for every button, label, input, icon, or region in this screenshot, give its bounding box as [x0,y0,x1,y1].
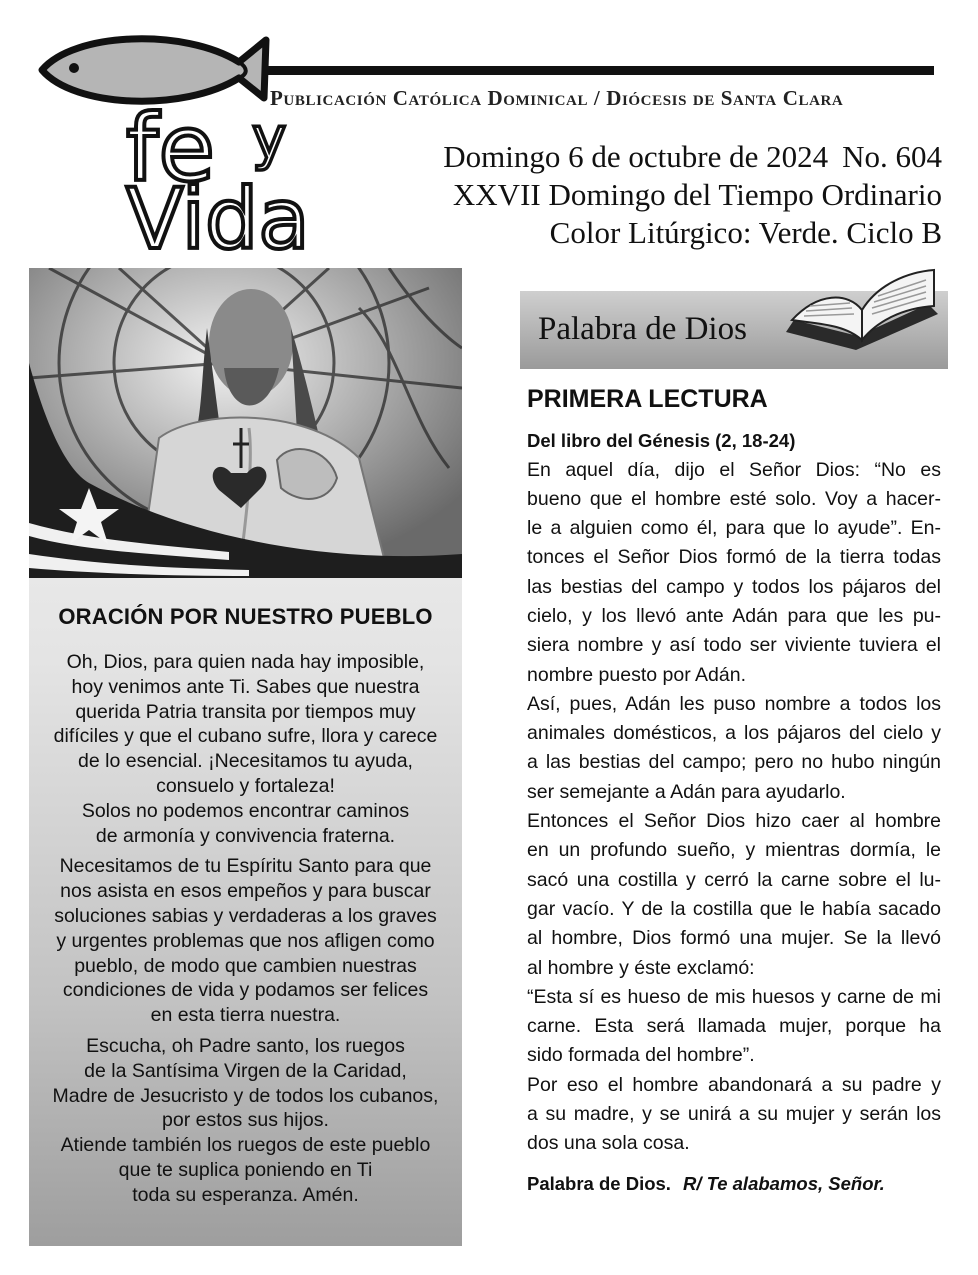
prayer-title: ORACIÓN POR NUESTRO PUEBLO [58,604,433,629]
prayer-line: Oh, Dios, para quien nada hay imposible, [66,651,425,673]
liturgical-color: Color Litúrgico: Verde. Ciclo B [549,215,942,250]
prayer-line: en esta tierra nuestra. [150,1004,341,1027]
reading-line: Por eso el hombre abandonará a su padre y [527,1073,941,1096]
masthead-rule [262,66,934,75]
reading-closing [527,1173,941,1195]
publisher-line: Publicación Católica Dominical / Diócesis de Santa Clara [270,86,844,110]
prayer-line: que te suplica poniendo en Ti [118,1158,373,1181]
reading-line: siera nombre y así todo ser viviente tuviera el [527,634,941,657]
prayer-line: nos asista en esos empeños y para buscar [60,880,431,903]
prayer-line: de armonía y convivencia fraterna. [95,824,396,847]
section-title: Palabra de Dios [538,311,747,347]
logo-word-fe: fe [126,95,215,202]
closing-response: R/ Te alabamos, Señor. [682,1172,885,1194]
reading-line: “Esta sí es hueso de mis huesos y carne de mi [527,985,941,1008]
reading-line: En aquel día, dijo el Señor Dios: “No es [527,458,941,481]
prayer-line: toda su esperanza. Amén. [132,1183,359,1206]
prayer-paragraph [35,854,456,1028]
prayer-panel [29,268,462,1246]
reading-text [527,456,941,1159]
prayer-line: difíciles y que el cubano sufre, llora y carece [53,725,438,748]
reading-title: PRIMERA LECTURA [527,385,768,413]
closing-word: Palabra de Dios. [527,1172,671,1194]
prayer-line: de la Santísima Virgen de la Caridad, [84,1059,407,1082]
reading-line: Entonces el Señor Dios hizo caer al hombre [527,810,941,833]
reading-line: a su madre, y se unirá a su mujer y serán los [527,1103,941,1126]
prayer-line: Madre de Jesucristo y de todos los cubanos, [52,1084,439,1107]
date-line [443,138,942,176]
prayer-line: y urgentes problemas que nos afligen como [56,929,435,952]
prayer-line: consuelo y fortaleza! [156,774,335,797]
prayer-line: Solos no podemos encontrar caminos [81,799,410,822]
reading-line: a las bestias del campo; pero no hubo ningún [527,751,941,774]
prayer-paragraph [35,650,456,848]
prayer-line: condiciones de vida y podamos ser felices [62,979,429,1002]
prayer-line: Necesitamos de tu Espíritu Santo para que [59,855,432,878]
reading-line: gar vacío. Y de la costilla que le había sacado [527,897,941,920]
prayer-line: soluciones sabias y verdaderas a los graves [54,904,437,927]
prayer-body [35,650,456,1214]
reading-line: nombre puesto por Adán. [527,663,746,686]
reading-line: tonces el Señor Dios formó de la tierra todas [527,546,941,569]
reading-source: Del libro del Génesis (2, 18-24) [527,430,796,451]
prayer-line: de lo esencial. ¡Necesitamos tu ayuda, [78,750,413,773]
reading-line: al hombre y éste exclamó: [527,956,755,979]
reading-line: le a alguien como él, para que lo ayude”. En- [527,517,941,540]
prayer-line: hoy venimos ante Ti. Sabes que nuestra [71,675,420,698]
reading-line: bueno que el hombre esté solo. Voy a hacer- [527,487,941,510]
fe-y-vida-logo [34,28,354,258]
issue-date: Domingo 6 de octubre de 2024 [443,139,829,174]
reading-line: cielo, y los llevó ante Adán para que les pu- [527,604,941,627]
reading-line: ser semejante a Adán para ayudarlo. [527,780,846,803]
reading-line: en un profundo sueño, y mientras dormía, le [527,839,941,862]
prayer-paragraph [35,1034,456,1208]
issue-number: No. 604 [842,139,942,174]
logo-word-y: y [252,104,287,172]
issue-block [443,138,942,252]
liturgical-sunday: XXVII Domingo del Tiempo Ordinario [452,177,942,212]
reading-line: dos una sola cosa. [527,1132,690,1155]
reading-line: sacó una costilla y cerró la carne sobre el lu- [527,868,941,891]
reading-line: Así, pues, Adán les puso nombre a todos los [527,692,941,715]
fish-eye [69,63,79,73]
open-bible-icon [778,262,948,354]
first-reading [527,385,941,1195]
reading-line: animales domésticos, a los pájaros del cielo y [527,722,941,745]
reading-line: carne. Esta será llamada mujer, porque ha [527,1015,941,1038]
reading-line: sido formada del hombre”. [527,1044,755,1067]
prayer-line: Atiende también los ruegos de este pueblo [60,1134,431,1157]
prayer-line: querida Patria transita por tiempos muy [75,700,416,723]
logo-word-vida: Vida [126,170,310,258]
prayer-line: por estos sus hijos. [162,1109,329,1132]
sacred-heart-illustration [29,268,462,578]
reading-line: al hombre, Dios formó una mujer. Se la llevó [527,927,941,950]
prayer-line: pueblo, de modo que cambien nuestras [74,954,417,977]
reading-line: las bestias del campo y todos los pájaros del [527,575,941,598]
prayer-line: Escucha, oh Padre santo, los ruegos [86,1034,405,1057]
